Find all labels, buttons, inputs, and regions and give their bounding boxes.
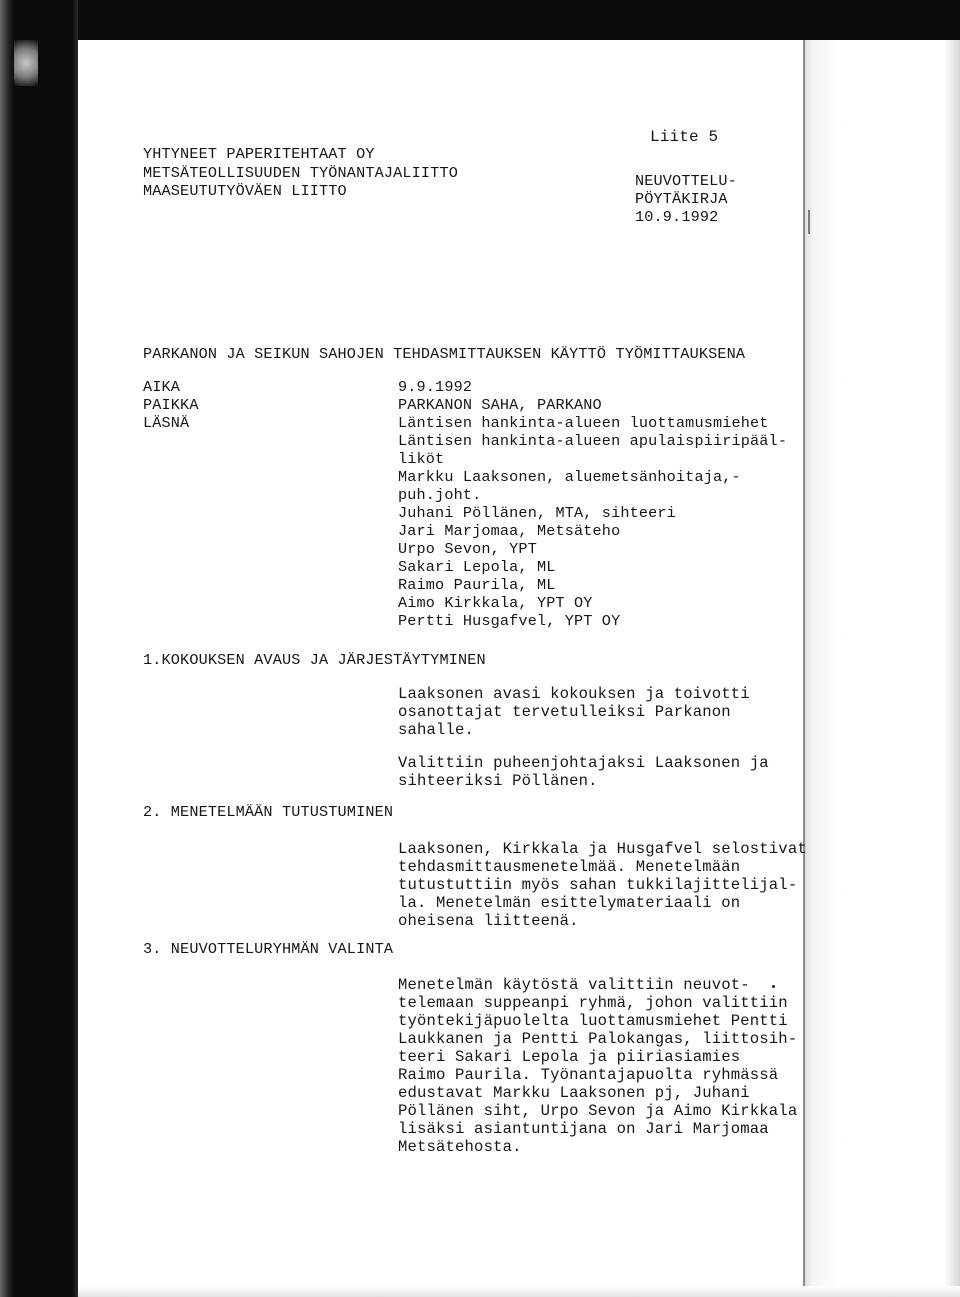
scan-border-left [0, 0, 78, 1297]
meta-value-line: Markku Laaksonen, aluemetsänhoitaja,- [398, 468, 741, 486]
paragraph-line: lisäksi asiantuntijana on Jari Marjomaa [398, 1120, 769, 1138]
paragraph-line: Valittiin puheenjohtajaksi Laaksonen ja [398, 754, 769, 772]
meta-value-line: PARKANON SAHA, PARKANO [398, 396, 602, 414]
meta-value-line: puh.joht. [398, 486, 482, 504]
scan-page-edge-right [804, 40, 960, 1297]
stray-mark [772, 985, 775, 988]
document-date: 10.9.1992 [635, 208, 719, 226]
meta-value-line: Pertti Husgafvel, YPT OY [398, 612, 621, 630]
organization-line: METSÄTEOLLISUUDEN TYÖNANTAJALIITTO [143, 164, 458, 182]
meta-label-place: PAIKKA [143, 396, 199, 414]
document-title: PARKANON JA SEIKUN SAHOJEN TEHDASMITTAUKSEN KÄYTTÖ TYÖMITTAUKSENA [143, 345, 746, 363]
organization-line: YHTYNEET PAPERITEHTAAT OY [143, 145, 375, 163]
attachment-label: Liite 5 [650, 128, 719, 146]
document-type: PÖYTÄKIRJA [635, 190, 728, 208]
scan-glare [14, 40, 38, 86]
paragraph-line: työntekijäpuolelta luottamusmiehet Pentti [398, 1012, 788, 1030]
paragraph-line: Raimo Paurila. Työnantajapuolta ryhmässä [398, 1066, 779, 1084]
paragraph-line: sahalle. [398, 721, 475, 739]
paragraph-line: Pöllänen siht, Urpo Sevon ja Aimo Kirkkala [398, 1102, 798, 1120]
paragraph-line: Laukkanen ja Pentti Palokangas, liittosih- [398, 1030, 798, 1048]
meta-label-present: LÄSNÄ [143, 414, 190, 432]
paragraph-line: Metsätehosta. [398, 1138, 522, 1156]
organization-line: MAASEUTUTYÖVÄEN LIITTO [143, 182, 347, 200]
paragraph-line: edustavat Markku Laaksonen pj, Juhani [398, 1084, 750, 1102]
paragraph-line: sihteeriksi Pöllänen. [398, 772, 598, 790]
meta-value-line: Sakari Lepola, ML [398, 558, 556, 576]
section-heading: 1.KOKOUKSEN AVAUS JA JÄRJESTÄYTYMINEN [143, 651, 486, 669]
paragraph-line: telemaan suppeanpi ryhmä, johon valittiin [398, 994, 788, 1012]
paragraph-line: la. Menetelmän esittelymateriaali on [398, 894, 741, 912]
meta-value-line: Aimo Kirkkala, YPT OY [398, 594, 593, 612]
scan-page-fold-line [803, 40, 805, 1297]
meta-value-line: Urpo Sevon, YPT [398, 540, 537, 558]
document-type: NEUVOTTELU- [635, 172, 737, 190]
paragraph-line: osanottajat tervetulleiksi Parkanon [398, 703, 731, 721]
scan-speck-mark [808, 210, 810, 234]
paragraph-line: Laaksonen avasi kokouksen ja toivotti [398, 685, 750, 703]
paragraph-line: tutustuttiin myös sahan tukkilajittelijal- [398, 876, 798, 894]
paragraph-line: Menetelmän käytöstä valittiin neuvot- [398, 976, 750, 994]
meta-value-line: liköt [398, 450, 445, 468]
paragraph-line: Laaksonen, Kirkkala ja Husgafvel selostivat [398, 840, 807, 858]
meta-label-time: AIKA [143, 378, 181, 396]
scan-shadow-bottom [78, 1286, 960, 1297]
paragraph-line: teeri Sakari Lepola ja piiriasiamies [398, 1048, 741, 1066]
scan-border-top [0, 0, 960, 40]
meta-value-line: Jari Marjomaa, Metsäteho [398, 522, 621, 540]
section-heading: 3. NEUVOTTELURYHMÄN VALINTA [143, 940, 394, 958]
section-heading: 2. MENETELMÄÄN TUTUSTUMINEN [143, 803, 394, 821]
meta-value-line: Läntisen hankinta-alueen luottamusmiehet [398, 414, 769, 432]
meta-value-line: Läntisen hankinta-alueen apulaispiiripääl- [398, 432, 788, 450]
scan-shadow-right [944, 40, 960, 1297]
meta-value-line: 9.9.1992 [398, 378, 473, 396]
meta-value-line: Juhani Pöllänen, MTA, sihteeri [398, 504, 676, 522]
meta-value-line: Raimo Paurila, ML [398, 576, 556, 594]
paragraph-line: oheisena liitteenä. [398, 912, 579, 930]
paragraph-line: tehdasmittausmenetelmää. Menetelmään [398, 858, 741, 876]
